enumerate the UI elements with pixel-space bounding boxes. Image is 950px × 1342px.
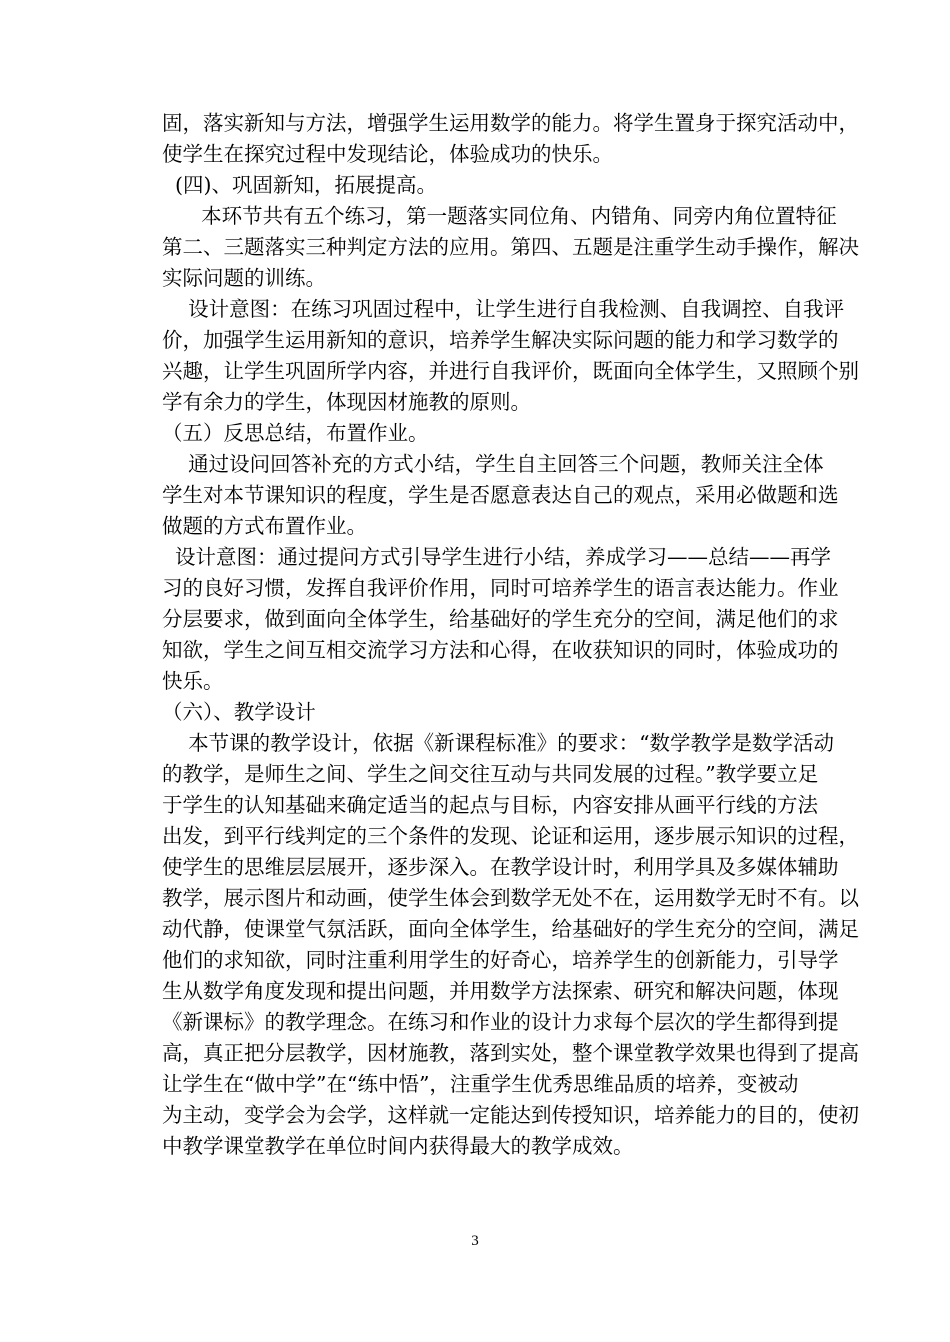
text-line: 他们的求知欲，同时注重利用学生的好奇心，培养学生的创新能力，引导学 [162, 948, 839, 972]
text-line: 兴趣，让学生巩固所学内容，并进行自我评价，既面向全体学生，又照顾个别 [162, 359, 859, 383]
section-heading: (四)、巩固新知，拓展提高。 [162, 173, 438, 197]
text-line: 让学生在“做中学”在“练中悟”，注重学生优秀思维品质的培养，变被动 [162, 1072, 799, 1096]
text-line: 生从数学角度发现和提出问题，并用数学方法探索、研究和解决问题，体现 [162, 979, 839, 1003]
text-line: 通过设问回答补充的方式小结，学生自主回答三个问题，教师关注全体 [162, 452, 824, 476]
text-line: 学生对本节课知识的程度，学生是否愿意表达自己的观点，采用必做题和选 [162, 483, 839, 507]
text-line: 学有余力的学生，体现因材施教的原则。 [162, 390, 531, 414]
text-line: 本环节共有五个练习，第一题落实同位角、内错角、同旁内角位置特征 [162, 204, 837, 228]
text-line: 于学生的认知基础来确定适当的起点与目标，内容安排从画平行线的方法 [162, 793, 818, 817]
text-line: 本节课的教学设计，依据《新课程标准》的要求：“数学教学是数学活动 [162, 731, 835, 755]
text-line: 分层要求，做到面向全体学生，给基础好的学生充分的空间，满足他们的求 [162, 607, 839, 631]
text-line: 快乐。 [162, 669, 224, 693]
text-line: 实际问题的训练。 [162, 266, 326, 290]
text-line: 教学，展示图片和动画，使学生体会到数学无处不在，运用数学无时不有。以 [162, 886, 859, 910]
text-line: 习的良好习惯，发挥自我评价作用，同时可培养学生的语言表达能力。作业 [162, 576, 839, 600]
text-line: 的教学，是师生之间、学生之间交往互动与共同发展的过程。”教学要立足 [162, 762, 819, 786]
text-line: 动代静，使课堂气氛活跃，面向全体学生，给基础好的学生充分的空间，满足 [162, 917, 859, 941]
text-line: 知欲，学生之间互相交流学习方法和心得，在收获知识的同时，体验成功的 [162, 638, 839, 662]
text-line: 固，落实新知与方法，增强学生运用数学的能力。将学生置身于探究活动中， [162, 111, 859, 135]
text-line: 设计意图：通过提问方式引导学生进行小结，养成学习——总结——再学 [162, 545, 832, 569]
text-line: 使学生的思维层层展开，逐步深入。在教学设计时，利用学具及多媒体辅助 [162, 855, 839, 879]
text-line: 《新课标》的教学理念。在练习和作业的设计力求每个层次的学生都得到提 [162, 1010, 839, 1034]
text-line: 中教学课堂教学在单位时间内获得最大的教学成效。 [162, 1134, 634, 1158]
text-line: 使学生在探究过程中发现结论，体验成功的快乐。 [162, 142, 613, 166]
text-line: 价，加强学生运用新知的意识，培养学生解决实际问题的能力和学习数学的 [162, 328, 839, 352]
text-line: 第二、三题落实三种判定方法的应用。第四、五题是注重学生动手操作，解决 [162, 235, 859, 259]
text-line: 为主动，变学会为会学，这样就一定能达到传授知识，培养能力的目的，使初 [162, 1103, 859, 1127]
text-line: 做题的方式布置作业。 [162, 514, 367, 538]
text-line: 出发，到平行线判定的三个条件的发现、论证和运用，逐步展示知识的过程， [162, 824, 859, 848]
text-line: 设计意图：在练习巩固过程中，让学生进行自我检测、自我调控、自我评 [162, 297, 845, 321]
text-line: 高，真正把分层教学，因材施教，落到实处，整个课堂教学效果也得到了提高 [162, 1041, 859, 1065]
page-number: 3 [471, 1233, 479, 1249]
section-heading: （六）、教学设计 [162, 700, 316, 724]
section-heading: （五）反思总结，布置作业。 [162, 421, 429, 445]
